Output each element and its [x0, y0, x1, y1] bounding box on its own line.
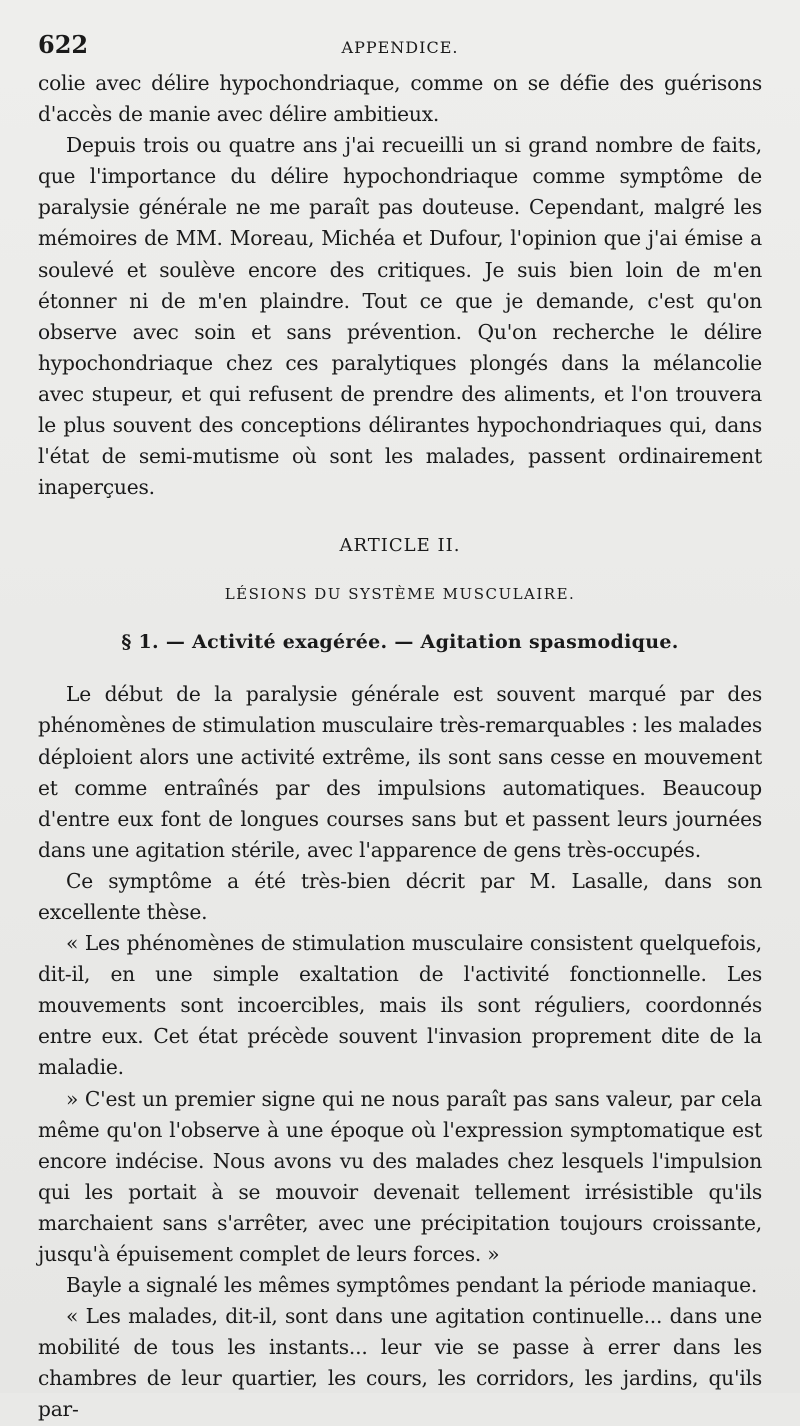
paragraph: Le début de la paralysie générale est souvent marqué par des phénomènes de stimulation musculaire très-remarquables : les malades déploient alors une activité extrême, ils sont sans cesse en mouvement et comme entraînés par des impulsions automatiques. Beaucoup d'entre eux font de longues courses sans but et passent leurs journées dans une agitation stérile, avec l'apparence de gens très-occupés. [38, 682, 762, 862]
quotation-paragraph: » C'est un premier signe qui ne nous paraît pas sans valeur, par cela même qu'on l'observe à une époque où l'expression symptomatique est encore indécise. Nous avons vu des malades chez lesquels l'impulsion qui les portait à se mouvoir devenait tellement irrésistible qu'ils marchaient sans s'arrêter, avec une précipitation toujours croissante, jusqu'à épuisement complet de leurs forces. » [38, 1086, 762, 1266]
page-number: 622 [38, 30, 89, 59]
running-head: APPENDICE. [341, 38, 459, 57]
article-heading: ARTICLE II. [339, 535, 461, 557]
subsection-heading-text: § 1. — Activité exagérée. — Agitation spasmodique. [121, 631, 679, 654]
subsection-heading [38, 631, 762, 661]
paragraph: colie avec délire hypochondriaque, comme on se défie des guérisons d'accès de manie avec délire ambitieux. [38, 71, 762, 127]
page-header [38, 30, 762, 60]
quotation-paragraph: « Les malades, dit-il, sont dans une agitation continuelle... dans une mobilité de tous les instants... leur vie se passe à errer dans les chambres de leur quartier, les cours, les corridors, les jardins, qu'ils par- [38, 1304, 762, 1422]
quotation-paragraph: « Les phénomènes de stimulation musculaire consistent quelquefois, dit-il, en une simple exaltation de l'activité fonctionnelle. Les mouvements sont incoercibles, mais ils sont réguliers, coordonnés entre eux. Cet état précède souvent l'invasion proprement dite de la maladie. [38, 931, 762, 1080]
paragraph: Ce symptôme a été très-bien décrit par M. Lasalle, dans son excellente thèse. [38, 868, 762, 924]
section-heading: LÉSIONS DU SYSTÈME MUSCULAIRE. [224, 585, 576, 604]
paragraph: Depuis trois ou quatre ans j'ai recueilli un si grand nombre de faits, que l'importance du délire hypochondriaque comme symptôme de paralysie générale ne me paraît pas douteuse. Cependant, malgré les mémoires de MM. Moreau, Michéa et Dufour, l'opinion que j'ai émise a soulevé et soulève encore des critiques. Je suis bien loin de m'en étonner ni de m'en plaindre. Tout ce que je demande, c'est qu'on observe avec soin et sans prévention. Qu'on recherche le délire hypochondriaque chez ces paralytiques plongés dans la mélancolie avec stupeur, et qui refusent de prendre des aliments, et l'on trouvera le plus souvent des conceptions délirantes hypochondriaques qui, dans l'état de semi-mutisme où sont les malades, passent ordinairement inaperçues. [38, 133, 762, 500]
paragraph: Bayle a signalé les mêmes symptômes pendant la période maniaque. [66, 1273, 758, 1298]
